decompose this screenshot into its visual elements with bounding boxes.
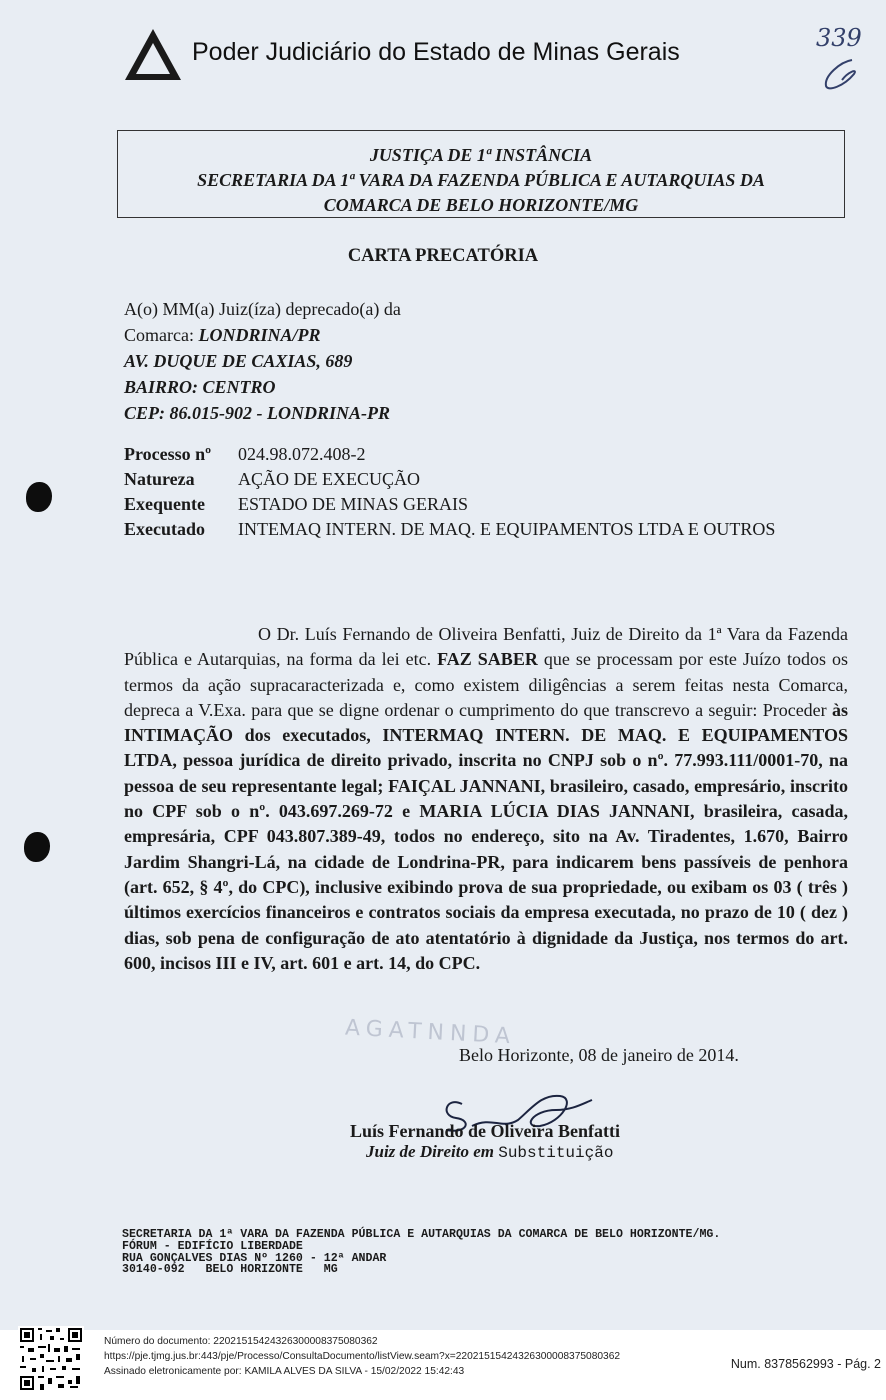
addressee-comarca [124,322,401,348]
body-faz-saber: FAZ SABER [437,649,538,670]
footer-line: RUA GONÇALVES DIAS Nº 1260 - 12ª ANDAR [122,1251,387,1265]
field-row [124,442,778,467]
signed-by: Assinado eletronicamente por: KAMILA ALVES DA SILVA - 15/02/2022 15:42:43 [104,1365,465,1377]
date-line: Belo Horizonte, 08 de janeiro de 2014. [459,1045,739,1065]
header-secretariat: SECRETARIA DA 1ª VARA DA FAZENDA PÚBLICA E AUTARQUIAS DA [197,170,765,190]
signer-role [366,1142,613,1162]
court-header-box [117,130,845,218]
signer-role-suffix: Substituição [498,1144,614,1162]
footer-line: FÓRUM - EDIFÍCIO LIBERDADE [122,1239,303,1253]
handwritten-initial-icon [818,56,864,92]
field-row [124,492,778,517]
body-intimation: às INTIMAÇÃO dos executados, INTERMAQ INTERN. DE MAQ. E EQUIPAMENTOS LTDA, pessoa jurídica de direito privado, inscrita no CNPJ sob o nº. 77.993.111/0001-70, na pessoa de seu representante legal; FAIÇAL JANNANI, brasileiro, casado, empresário, inscrito no CPF sob o nº. 043.697.269-72 e MARIA LÚCIA DIAS JANNANI, brasileira, casada, empresária, CPF 043.807.389-49, todos no endereço, sito na Av. Tiradentes, 1.670, Bairro Jardim Shangri-Lá, na cidade de Londrina-PR, para indicarem bens passíveis de penhora (art. 652, § 4º, do CPC), inclusive exibindo prova de sua propriedade, ou exibam os 03 ( três ) últimos exercícios financeiros e contratos sociais da empresa executada, no prazo de 10 ( dez ) dias, sob pena de configuração de ato atentatório à dignidade da Justiça, nos termos do art. 600, incisos III e IV, art. 601 e art. 14, do CPC. [124,699,848,973]
header-instance: JUSTIÇA DE 1ª INSTÂNCIA [369,145,593,165]
punch-hole [26,482,52,512]
addressee-cep: CEP: 86.015-902 - LONDRINA-PR [124,403,390,423]
signer-role-title: Juiz de Direito em [366,1142,499,1161]
field-value: ESTADO DE MINAS GERAIS [238,494,469,514]
field-label: Exequente [124,494,205,514]
addressee-line: A(o) MM(a) Juiz(íza) deprecado(a) da [124,299,401,319]
document-number: Número do documento: 22021515424326300008375080362 [104,1336,378,1347]
field-value: INTEMAQ INTERN. DE MAQ. E EQUIPAMENTOS LTDA E OUTROS [238,519,776,539]
signer-name: Luís Fernando de Oliveira Benfatti [350,1121,620,1141]
electronic-signature-info [104,1335,620,1379]
document-title: CARTA PRECATÓRIA [347,246,539,266]
footer-line: 30140-092 BELO HORIZONTE MG [122,1263,338,1277]
field-label: Natureza [124,469,195,489]
body-middle: que se processam por este Juízo todos os termos da ação supracaracterizada e, como existem diligências a serem feitas nesta Comarca, depreca a V.Exa. para que se digne ordenar o cumprimento do que transcrevo a seguir: Proceder [124,649,848,720]
addressee-address: AV. DUQUE DE CAXIAS, 689 [124,351,353,371]
field-row [124,517,778,542]
addressee-district: BAIRRO: CENTRO [124,377,276,397]
faded-stamp: AGATNNDA [344,1015,517,1050]
judiciary-triangle-icon [122,26,184,84]
comarca-value: LONDRINA/PR [198,325,321,345]
document-url[interactable]: https://pje.tjmg.jus.br:443/pje/Processo/ConsultaDocumento/listView.seam?x=22021515424326300008375080362 [104,1350,621,1362]
page-number: Num. 8378562993 - Pág. 2 [730,1357,881,1371]
footer-address [122,1229,720,1276]
header-district: COMARCA DE BELO HORIZONTE/MG [323,195,639,215]
field-value: 024.98.072.408-2 [238,444,366,464]
footer-line: SECRETARIA DA 1ª VARA DA FAZENDA PÚBLICA E AUTARQUIAS DA COMARCA DE BELO HORIZONTE/MG. [122,1228,721,1241]
field-label: Executado [124,519,205,539]
punch-hole [24,832,50,862]
case-fields [124,442,778,542]
body-intro: O Dr. Luís Fernando de Oliveira Benfatti, Juiz de Direito da 1ª Vara da Fazenda Pública e Autarquias, na forma da lei etc. [124,624,848,670]
field-value: AÇÃO DE EXECUÇÃO [238,469,420,489]
body-paragraph [124,622,848,976]
field-label: Processo nº [124,444,212,464]
addressee-block [124,296,401,426]
handwritten-page-number: 339 [816,24,862,52]
court-title: Poder Judiciário do Estado de Minas Gerais [192,38,680,66]
comarca-prefix: Comarca: [124,325,199,345]
field-row [124,467,778,492]
qr-code-icon[interactable] [18,1326,84,1392]
